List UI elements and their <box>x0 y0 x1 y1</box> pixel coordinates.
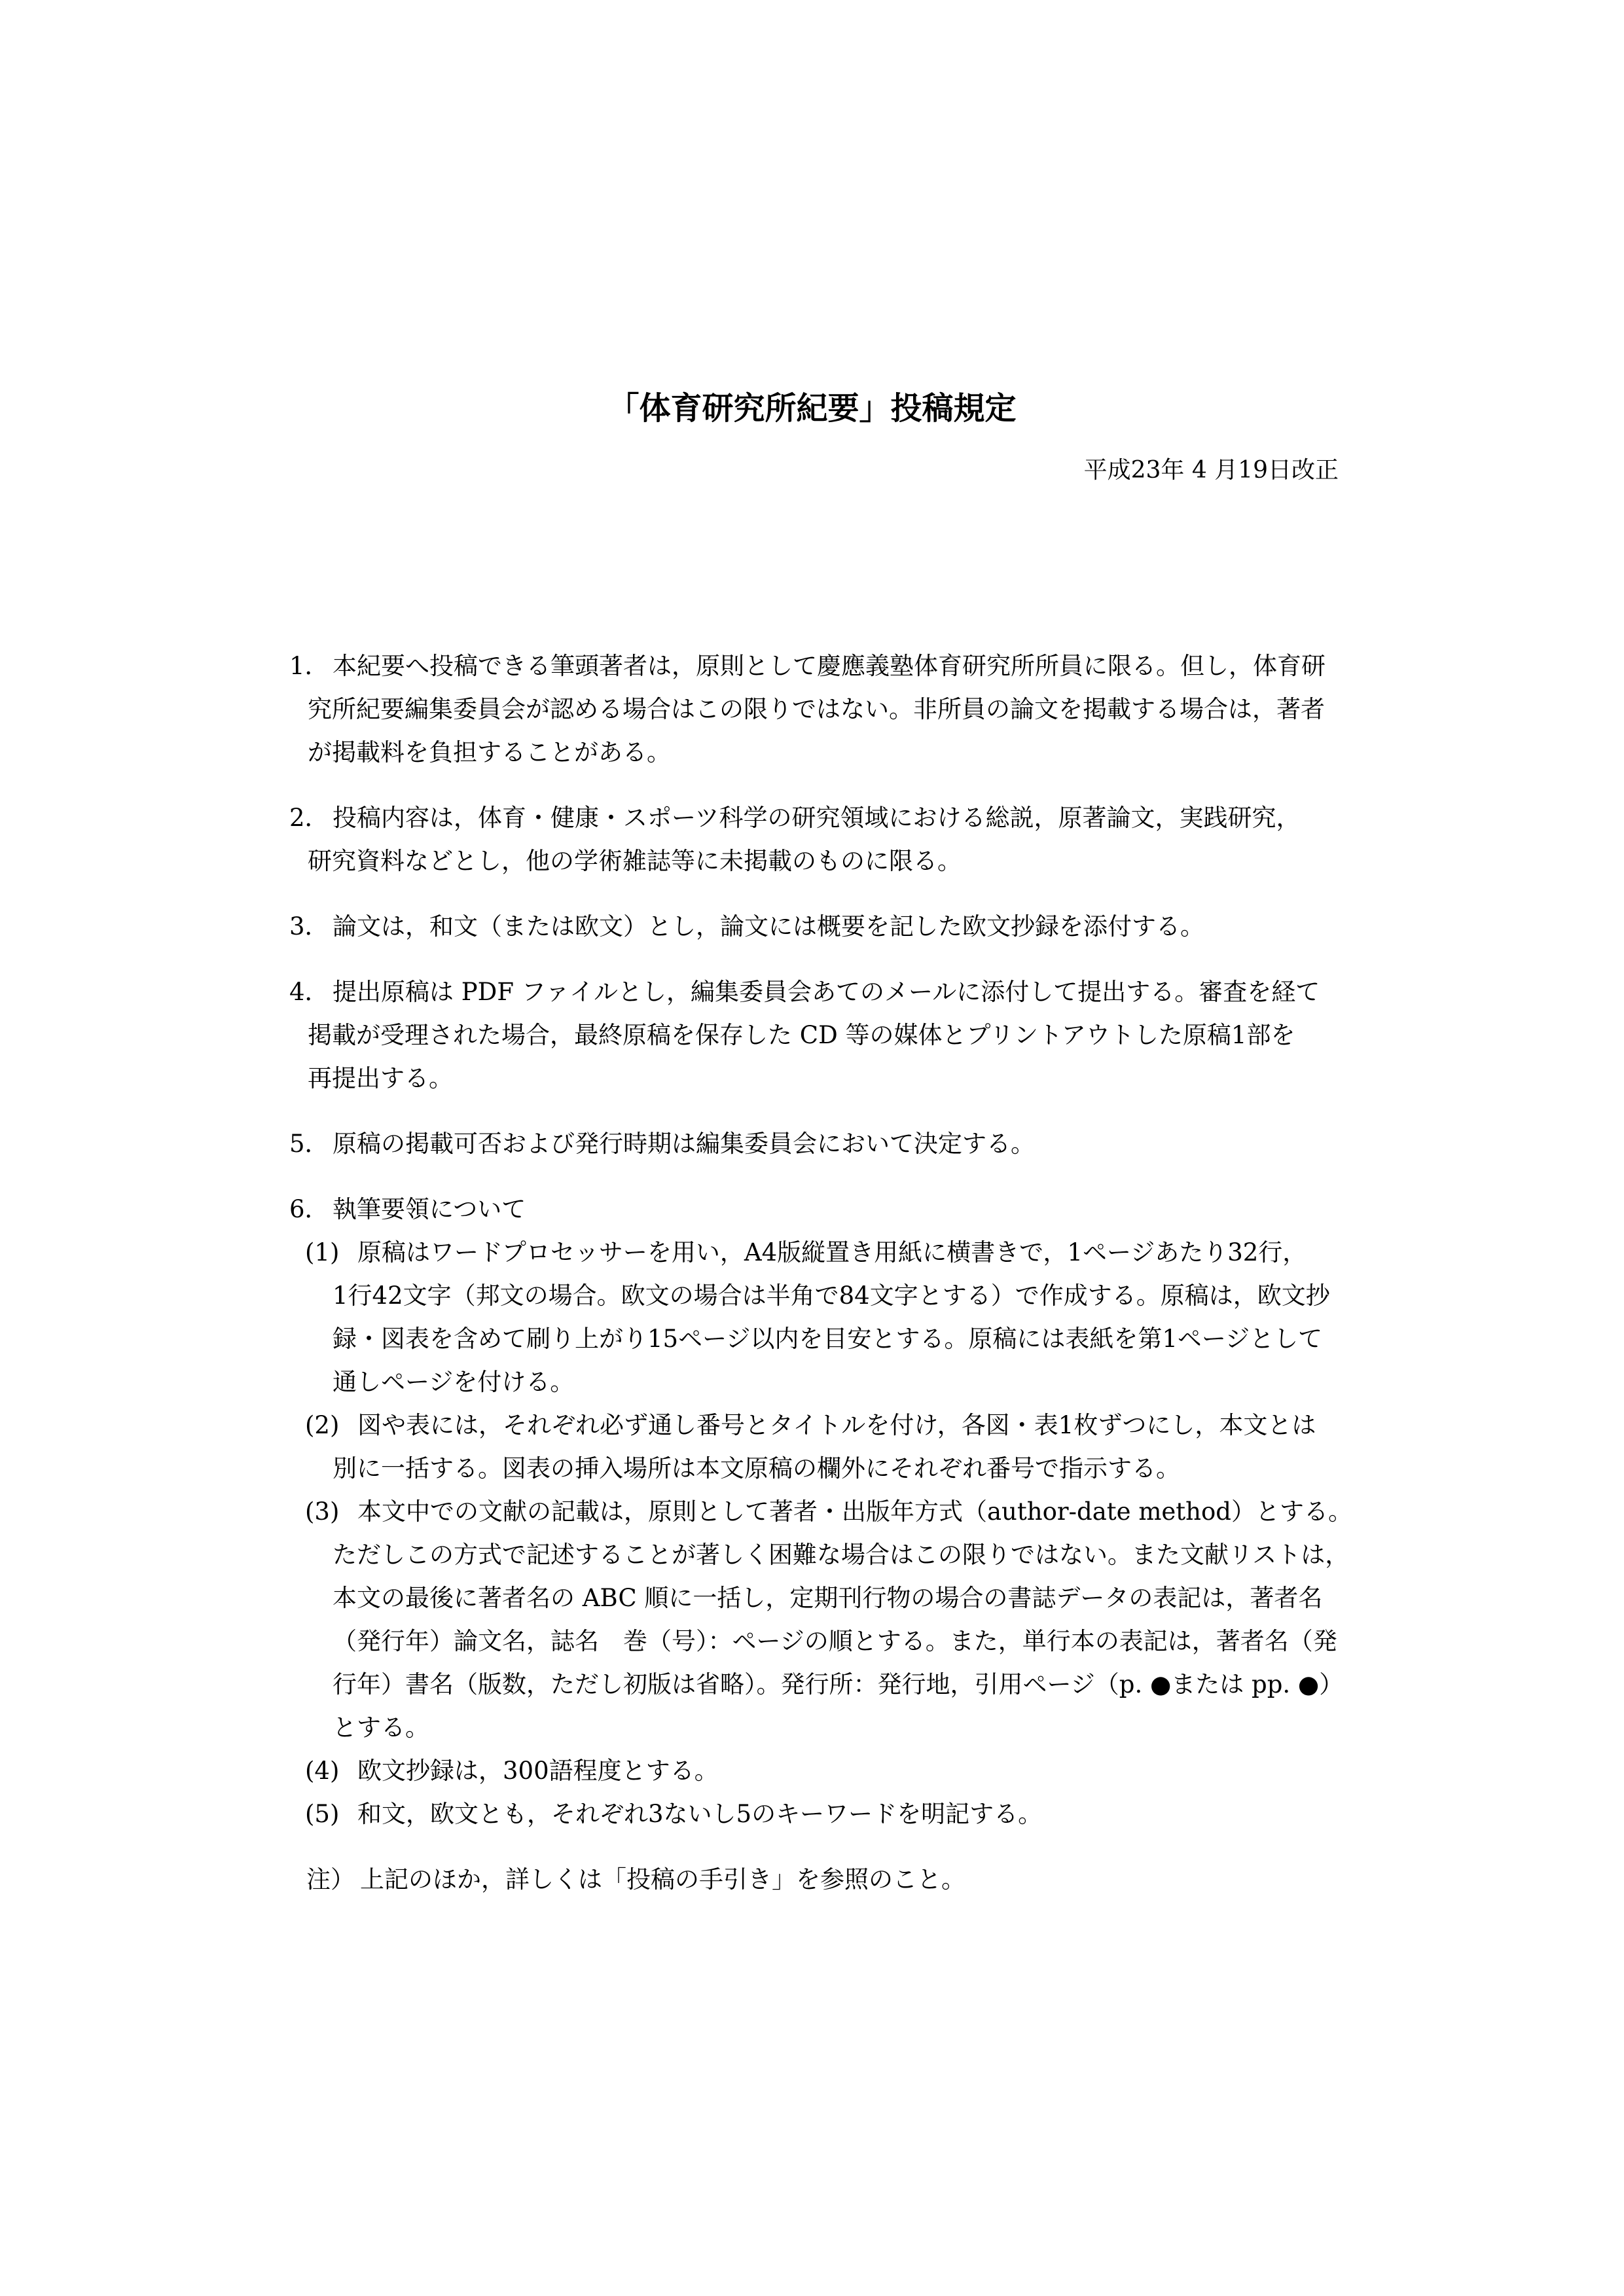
text-line <box>289 905 1402 948</box>
note <box>289 1858 1402 1901</box>
text-line <box>305 1793 1402 1836</box>
text-line: 究所紀要編集委員会が認める場合はこの限りではない。非所員の論文を掲載する場合は，著者 <box>308 695 1325 723</box>
note-text: 上記のほか，詳しくは「投稿の手引き」を参照のこと。 <box>360 1865 965 1893</box>
text-line: 本文の最後に著者名の ABC 順に一括し，定期刊行物の場合の書誌データの表記は，著者名 <box>333 1584 1323 1612</box>
item-text: 本紀要へ投稿できる筆頭著者は，原則として慶應義塾体育研究所所員に限る。但し，体育研 <box>333 652 1326 680</box>
text-line <box>289 971 1402 1014</box>
text-line <box>305 1490 1402 1534</box>
text-line: 録・図表を含めて刷り上がり15ページ以内を目安とする。原稿には表紙を第1ページとして <box>333 1325 1323 1353</box>
item-number: 5． <box>289 1130 329 1158</box>
text-line <box>289 1188 1402 1231</box>
text-line: 研究資料などとし，他の学術雑誌等に未掲載のものに限る。 <box>308 847 962 875</box>
document-body <box>289 645 1402 1901</box>
text-line: 1行42文字（邦文の場合。欧文の場合は半角で84文字とする）で作成する。原稿は，欧文抄 <box>333 1282 1330 1310</box>
subitem-text: 図や表には，それぞれ必ず通し番号とタイトルを付け，各図・表1枚ずつにし，本文とは <box>357 1411 1316 1439</box>
subitem-number: (2) <box>305 1411 340 1439</box>
subitem-4 <box>289 1749 1402 1793</box>
item-number: 4． <box>289 978 329 1006</box>
text-line <box>289 1122 1402 1166</box>
item-1 <box>289 645 1402 774</box>
item-5 <box>289 1122 1402 1166</box>
subitem-number: (5) <box>305 1800 340 1828</box>
revision-date: 平成23年 4 月19日改正 <box>1083 457 1339 484</box>
text-line <box>306 1858 1402 1901</box>
item-number: 1． <box>289 652 329 680</box>
page-title: 「体育研究所紀要」投稿規定 <box>607 390 1017 427</box>
note-marker: 注） <box>306 1865 355 1893</box>
subitem-text: 原稿はワードプロセッサーを用い，A4版縦置き用紙に横書きで，1ページあたり32行， <box>357 1238 1307 1266</box>
item-text: 提出原稿は PDF ファイルとし，編集委員会あてのメールに添付して提出する。審査を経て <box>333 978 1320 1006</box>
subitem-number: (4) <box>305 1757 340 1785</box>
item-text: 執筆要領について <box>333 1195 526 1223</box>
item-3 <box>289 905 1402 948</box>
item-text: 投稿内容は，体育・健康・スポーツ科学の研究領域における総説，原著論文，実践研究， <box>333 804 1301 832</box>
text-line: 再提出する。 <box>308 1064 453 1092</box>
subitem-5 <box>289 1793 1402 1836</box>
text-line <box>289 645 1402 688</box>
subitem-text: 欧文抄録は，300語程度とする。 <box>357 1757 719 1785</box>
item-number: 3． <box>289 912 329 941</box>
subitem-text: 本文中での文献の記載は，原則として著者・出版年方式（author-date method）とする。 <box>357 1498 1352 1526</box>
item-text: 原稿の掲載可否および発行時期は編集委員会において決定する。 <box>333 1130 1035 1158</box>
item-text: 論文は，和文（または欧文）とし，論文には概要を記した欧文抄録を添付する。 <box>333 912 1204 941</box>
subitem-number: (1) <box>305 1238 340 1266</box>
text-line: 通しページを付ける。 <box>333 1368 575 1396</box>
subitem-1 <box>289 1231 1402 1404</box>
text-line <box>305 1404 1402 1447</box>
item-number: 2． <box>289 804 329 832</box>
text-line: 別に一括する。図表の挿入場所は本文原稿の欄外にそれぞれ番号で指示する。 <box>333 1454 1180 1482</box>
text-line: ただしこの方式で記述することが著しく困難な場合はこの限りではない。また文献リストは， <box>333 1541 1350 1569</box>
text-line <box>305 1231 1402 1274</box>
text-line: 掲載が受理された場合，最終原稿を保存した CD 等の媒体とプリントアウトした原稿1部を <box>308 1021 1295 1049</box>
text-line: （発行年）論文名，誌名 巻（号）：ページの順とする。また，単行本の表記は，著者名（発 <box>333 1627 1337 1655</box>
text-line: とする。 <box>333 1713 429 1742</box>
text-line: 行年）書名（版数，ただし初版は省略）。発行所：発行地，引用ページ（p. ●または pp. ●） <box>333 1670 1344 1698</box>
item-number: 6． <box>289 1195 329 1223</box>
subitem-3 <box>289 1490 1402 1749</box>
text-line: が掲載料を負担することがある。 <box>308 738 671 766</box>
item-6 <box>289 1188 1402 1231</box>
subitem-number: (3) <box>305 1498 340 1526</box>
text-line <box>289 797 1402 840</box>
text-line <box>305 1749 1402 1793</box>
subitem-text: 和文，欧文とも，それぞれ3ないし5のキーワードを明記する。 <box>357 1800 1043 1828</box>
subitem-2 <box>289 1404 1402 1490</box>
item-2 <box>289 797 1402 883</box>
item-4 <box>289 971 1402 1100</box>
